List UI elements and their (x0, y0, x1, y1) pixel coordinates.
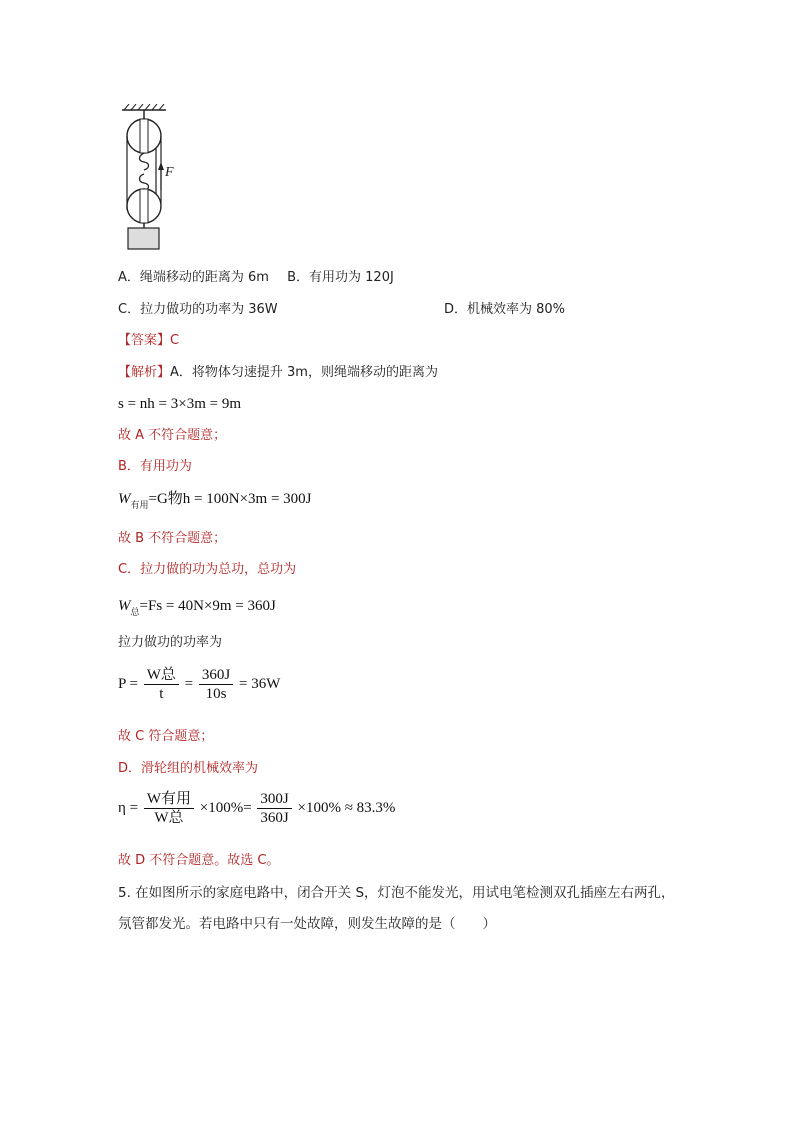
analysis-a: 【解析】A．将物体匀速提升 3m，则绳端移动的距离为 (118, 365, 438, 380)
power-text: 拉力做功的功率为 (118, 635, 223, 650)
option-c: C．拉力做功的功率为 36W (118, 302, 278, 317)
option-a: A．绳端移动的距离为 6m B．有用功为 120J (118, 270, 394, 285)
analysis-c: C．拉力做的功为总功，总功为 (118, 562, 297, 577)
option-d: D．机械效率为 80% (444, 302, 566, 317)
force-arrow (158, 162, 164, 170)
question5-line1: 5. 在如图所示的家庭电路中，闭合开关 S，灯泡不能发光，用试电笔检测双孔插座左右两孔， (118, 885, 675, 901)
force-label: F (165, 165, 174, 180)
weight-block (128, 228, 159, 249)
conclusion-b: 故 B 不符合题意； (118, 531, 227, 546)
equation-w-total: $W_总=Fs = 40N\times 9m = 360J$ (118, 598, 276, 617)
answer-line (118, 332, 179, 350)
conclusion-c: 故 C 符合题意； (118, 729, 214, 744)
equation-power: P = $\frac{\text{W总}}{t}$ = $\frac{360J}{10s}$ = 36W (118, 667, 281, 702)
answer-value: C (170, 333, 180, 348)
analysis-d: D．滑轮组的机械效率为 (118, 761, 259, 776)
conclusion-a: 故 A 不符合题意； (118, 428, 227, 443)
hook (140, 153, 149, 170)
question5-line2: 氖管都发光。若电路中只有一处故障，则发生故障的是（ ） (118, 916, 496, 932)
equation-s: s = nh = 3×3m = 9m (118, 396, 242, 412)
answer-label: 【答案】 (118, 333, 171, 348)
equation-w-useful: $W_{有用}=G$物h = 100N×3m = 300J (118, 491, 312, 510)
equation-efficiency: η = $\frac{\text{W有用}}{\text{W总}}$ ×100%= $\frac{300J}{360J}$ ×100% ≈ 83.3% (118, 791, 396, 826)
analysis-label: 【解析】 (118, 365, 171, 380)
conclusion-d: 故 D 不符合题意。故选 C。 (118, 853, 280, 868)
pulley-system-figure (118, 104, 188, 250)
option-b: B．有用功为 120J (287, 270, 394, 285)
ceiling-hatch (124, 104, 164, 110)
analysis-b: B．有用功为 (118, 459, 192, 474)
